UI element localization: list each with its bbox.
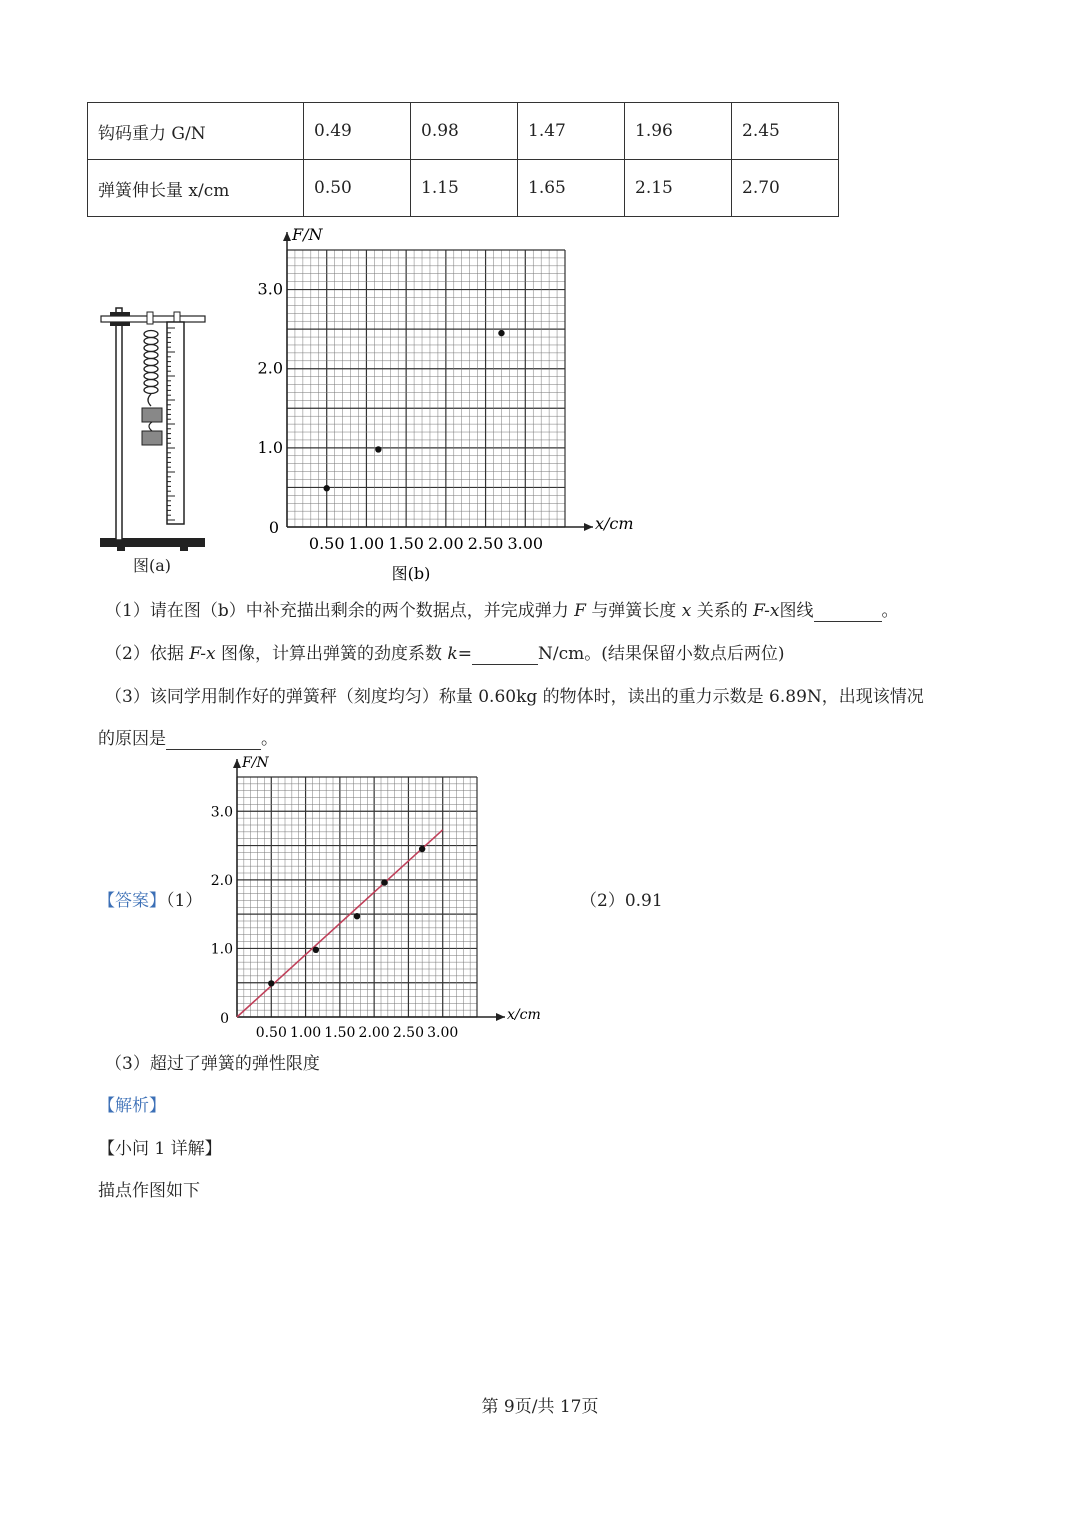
table-cell: 0.98 [411, 103, 518, 160]
origin-label: 0 [220, 1011, 229, 1027]
x-axis-label: x/cm [507, 1007, 541, 1023]
data-point [498, 330, 504, 336]
x-axis-arrow [496, 1013, 505, 1021]
answer-label: 【答案】 [98, 891, 166, 911]
x-tick-label: 3.00 [507, 534, 544, 553]
table-cell: 0.49 [304, 103, 411, 160]
x-tick-label: 0.50 [308, 534, 345, 553]
analysis-label: 【解析】 [98, 1096, 166, 1116]
answer-line-1: 【答案】（1） [98, 891, 203, 911]
answer-blank[interactable] [166, 729, 261, 750]
row-label-extension: 弹簧伸长量 x/cm [88, 160, 304, 217]
table-cell: 2.45 [732, 103, 839, 160]
figure-b-caption: 图(b) [391, 564, 431, 582]
question-2: （2）依据 F-x 图像，计算出弹簧的劲度系数 k= N/cm。(结果保留小数点后两位) [105, 644, 785, 664]
x-tick-label: 2.50 [392, 1025, 425, 1041]
data-point [419, 846, 425, 852]
x-axis-arrow [584, 523, 593, 531]
x-tick-label: 1.00 [289, 1025, 322, 1041]
answer-part-2: （2）0.91 [580, 891, 663, 911]
table-cell: 0.50 [304, 160, 411, 217]
y-tick-label: 3.0 [257, 279, 283, 299]
y-tick-label: 1.0 [257, 437, 283, 457]
answer-blank[interactable] [472, 644, 538, 665]
x-tick-label: 2.50 [467, 534, 504, 553]
answer-blank[interactable] [814, 601, 882, 622]
data-point [381, 879, 387, 885]
table-cell: 1.96 [625, 103, 732, 160]
y-tick-label: 2.0 [210, 872, 233, 889]
row-label-weight: 钩码重力 G/N [88, 103, 304, 160]
data-point [324, 485, 330, 491]
x-axis-label: x/cm [595, 514, 634, 533]
y-tick-label: 1.0 [210, 941, 233, 958]
figure-a-caption: 图(a) [133, 556, 172, 575]
table-cell: 1.65 [518, 160, 625, 217]
table-cell: 1.47 [518, 103, 625, 160]
x-tick-label: 2.00 [358, 1025, 390, 1041]
data-point [268, 980, 274, 986]
question-3-line-2: 的原因是 。 [98, 729, 278, 749]
origin-label: 0 [268, 518, 279, 537]
y-axis-arrow [233, 759, 241, 768]
analysis-subheading: 【小问 1 详解】 [98, 1139, 222, 1159]
y-tick-label: 3.0 [210, 804, 233, 821]
x-tick-label: 2.00 [428, 534, 464, 553]
question-3-line-1: （3）该同学用制作好的弹簧秤（刻度均匀）称量 0.60kg 的物体时，读出的重力示数是 6.89N，出现该情况 [105, 687, 924, 707]
y-axis-label: F/N [242, 755, 269, 771]
data-point [354, 913, 360, 919]
table-cell: 1.15 [411, 160, 518, 217]
answer-part-3: （3）超过了弹簧的弹性限度 [105, 1054, 320, 1074]
table-cell: 2.15 [625, 160, 732, 217]
figure-b-chart [250, 222, 650, 582]
analysis-text: 描点作图如下 [98, 1181, 200, 1201]
y-axis-arrow [283, 232, 291, 241]
x-tick-label: 1.00 [348, 534, 385, 553]
page-footer: 第 9页/共 17页 [481, 1397, 599, 1417]
table-cell: 2.70 [732, 160, 839, 217]
data-point [375, 446, 381, 452]
x-tick-label: 0.50 [255, 1025, 287, 1041]
spring-apparatus-figure [95, 300, 220, 560]
x-tick-label: 1.50 [324, 1025, 356, 1041]
data-point [313, 947, 319, 953]
answer-chart [200, 752, 550, 1047]
table-row [88, 103, 839, 160]
table-row [88, 160, 839, 217]
x-tick-label: 3.00 [427, 1025, 459, 1041]
data-table [87, 102, 839, 217]
x-tick-label: 1.50 [388, 534, 424, 553]
y-tick-label: 2.0 [257, 358, 283, 378]
y-axis-label: F/N [292, 225, 323, 244]
question-1: （1）请在图（b）中补充描出剩余的两个数据点，并完成弹力 F 与弹簧长度 x 关系的 F-x图线 。 [105, 601, 899, 621]
